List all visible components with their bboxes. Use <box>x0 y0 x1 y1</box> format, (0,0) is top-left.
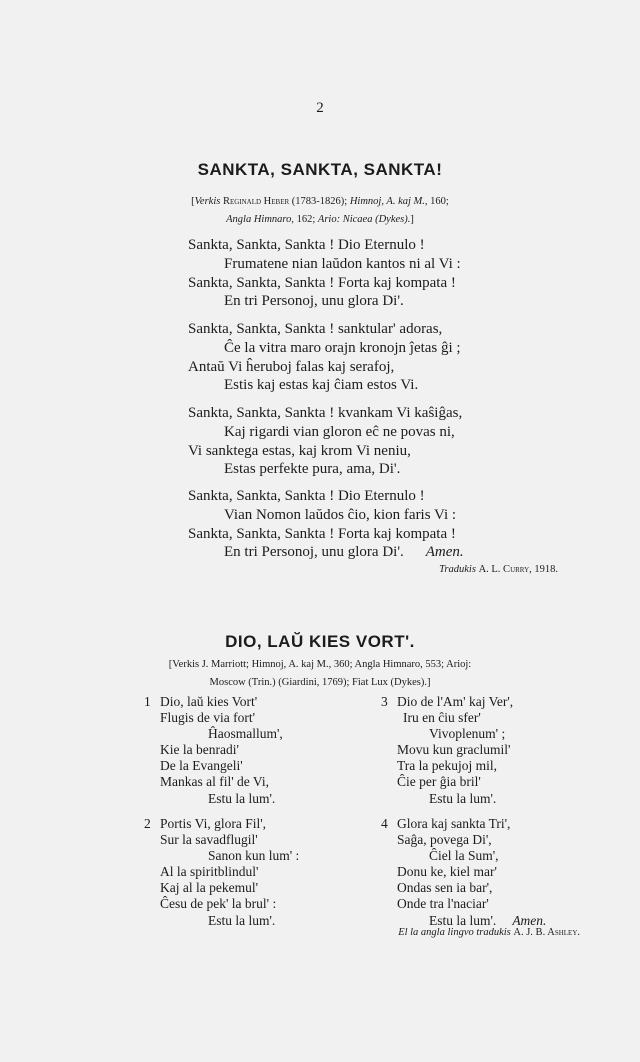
hymn2-verse-1 <box>144 694 283 807</box>
stanza-line: Sankta, Sankta, Sankta ! sanktular' adoras, <box>188 321 443 337</box>
hymn1-credit-line2: Angla Himnaro, 162; Ario: Nicaea (Dykes).] <box>226 214 414 225</box>
credit-ario: Ario: Nicaea <box>317 214 373 225</box>
credit-source1: Himnoj, A. kaj M., <box>349 196 428 207</box>
note-text: El la angla lingvo tradukis <box>398 927 511 938</box>
stanza-line: Kaj rigardi vian gloron eĉ ne povas ni, <box>224 423 455 440</box>
hymn1-stanza-3 <box>188 404 588 479</box>
hymn2-verse-4 <box>381 816 547 929</box>
translator-year: 1918. <box>534 564 558 575</box>
stanza-line: Ĉe la vitra maro orajn kronojn ĵetas ĝi ; <box>224 339 461 356</box>
stanza-line: Estis kaj estas kaj ĉiam estos Vi. <box>224 377 419 394</box>
hymn1-amen: Amen. <box>425 544 464 561</box>
credit-verkis: Verkis <box>194 196 221 207</box>
hymn1-title: SANKTA, SANKTA, SANKTA! <box>197 160 443 179</box>
verse-line: Ĉesu de pek' la brul' : <box>160 896 277 912</box>
verse-line: Dio, laŭ kies Vort' <box>160 694 258 709</box>
credit-dates: (1783-1826); <box>291 196 348 207</box>
verse-number: 1 <box>144 694 151 709</box>
verse-line: Mankas al fil' de Vi, <box>160 774 269 790</box>
credit-author: Reginald Heber <box>222 196 290 207</box>
verse-line: Ondas sen ia bar', <box>397 880 493 896</box>
verse-line: Al la spiritblindul' <box>160 864 259 880</box>
credit-num1: 160; <box>430 196 449 207</box>
stanza-line: Sankta, Sankta, Sankta ! kvankam Vi kaŝiĝas, <box>188 405 463 421</box>
stanza-line <box>188 543 588 562</box>
verse-line: Estu la lum'. <box>208 790 276 806</box>
verse-line: Estu la lum'. <box>208 912 276 928</box>
verse-number: 2 <box>144 816 151 831</box>
verse-line: Kaj al la pekemul' <box>160 880 259 896</box>
hymn2-credit-line1: [Verkis J. Marriott; Himnoj, A. kaj M., 360; Angla Himnaro, 553; Arioj: <box>168 659 472 670</box>
hymn2-amen: Amen. <box>512 912 547 928</box>
verse-line: De la Evangeli' <box>160 758 243 774</box>
hymn1-stanza-2 <box>188 320 588 395</box>
verse-line: Kie la benradi' <box>160 742 239 758</box>
credit-dykes: (Dykes). <box>375 214 411 225</box>
stanza-line: Vian Nomon laŭdos ĉio, kion faris Vi : <box>224 506 457 523</box>
note-name: A. J. B. Ashley. <box>513 927 580 938</box>
hymn1-stanza-1 <box>188 236 588 311</box>
stanza-line: Sankta, Sankta, Sankta ! Forta kaj kompata ! <box>188 525 456 542</box>
stanza-line: Estas perfekte pura, ama, Di'. <box>224 461 401 478</box>
verse-line: Glora kaj sankta Tri', <box>397 816 511 831</box>
translator-name: A. L. Curry, <box>478 564 532 575</box>
verse-line: Dio de l'Am' kaj Ver', <box>397 694 514 709</box>
page-number: 2 <box>316 100 324 116</box>
hymn1-credit-line1: [Verkis Reginald Heber (1783-1826); Himnoj, A. kaj M., 160; <box>191 196 449 207</box>
verse-line-text: Estu la lum'. <box>429 912 497 928</box>
verse-number: 4 <box>381 816 388 831</box>
stanza-line: Frumatene nian laŭdon kantos ni al Vi : <box>224 255 461 272</box>
stanza-line: Sankta, Sankta, Sankta ! Forta kaj kompata ! <box>188 274 456 291</box>
verse-line: Sanon kun lum' : <box>208 848 300 864</box>
verse-line: Ĉiel la Sum', <box>429 848 499 864</box>
stanza-line-text: En tri Personoj, unu glora Di'. <box>224 544 404 561</box>
stanza-line: Antaŭ Vi ĥeruboj falas kaj serafoj, <box>188 358 395 375</box>
verse-line: Vivoplenum' ; <box>429 726 506 742</box>
verse-line: Saĝa, povega Di', <box>397 832 492 848</box>
hymn1-stanza-4 <box>188 487 588 562</box>
verse-line: Ĉie per ĝia bril' <box>397 774 481 790</box>
hymn2-title: DIO, LAŬ KIES VORT'. <box>225 632 415 651</box>
hymn1-translator <box>439 564 558 575</box>
translator-label: Tradukis <box>439 564 476 575</box>
verse-number: 3 <box>381 694 388 709</box>
verse-line: Movu kun graclumil' <box>397 742 511 758</box>
verse-line: Portis Vi, glora Fil', <box>160 816 267 831</box>
stanza-line: Vi sanktega estas, kaj krom Vi neniu, <box>188 442 411 459</box>
hymn2-verse-2 <box>144 816 300 929</box>
hymn2-verse-3 <box>381 694 514 807</box>
hymn2-translator-note <box>398 927 580 938</box>
verse-line: Sur la savadflugil' <box>160 832 258 848</box>
verse-line: Ĥaosmallum', <box>208 726 283 742</box>
credit-source2: Angla Himnaro, <box>226 214 294 225</box>
verse-line: Iru en ĉiu sfer' <box>403 710 481 726</box>
credit-num2: 162; <box>296 214 316 225</box>
stanza-line: En tri Personoj, unu glora Di'. <box>224 293 404 310</box>
hymn2-credit-line2: Moscow (Trin.) (Giardini, 1769); Fiat Lux (Dykes).] <box>209 677 431 688</box>
verse-line: Estu la lum'. <box>429 790 497 806</box>
stanza-line: Sankta, Sankta, Sankta ! Dio Eternulo ! <box>188 237 425 253</box>
verse-line: Onde tra l'naciar' <box>397 896 489 912</box>
verse-line: Tra la pekujoj mil, <box>397 758 497 774</box>
verse-line: Flugis de via fort' <box>160 710 256 726</box>
verse-line: Donu ke, kiel mar' <box>397 864 497 880</box>
stanza-line: Sankta, Sankta, Sankta ! Dio Eternulo ! <box>188 488 425 504</box>
